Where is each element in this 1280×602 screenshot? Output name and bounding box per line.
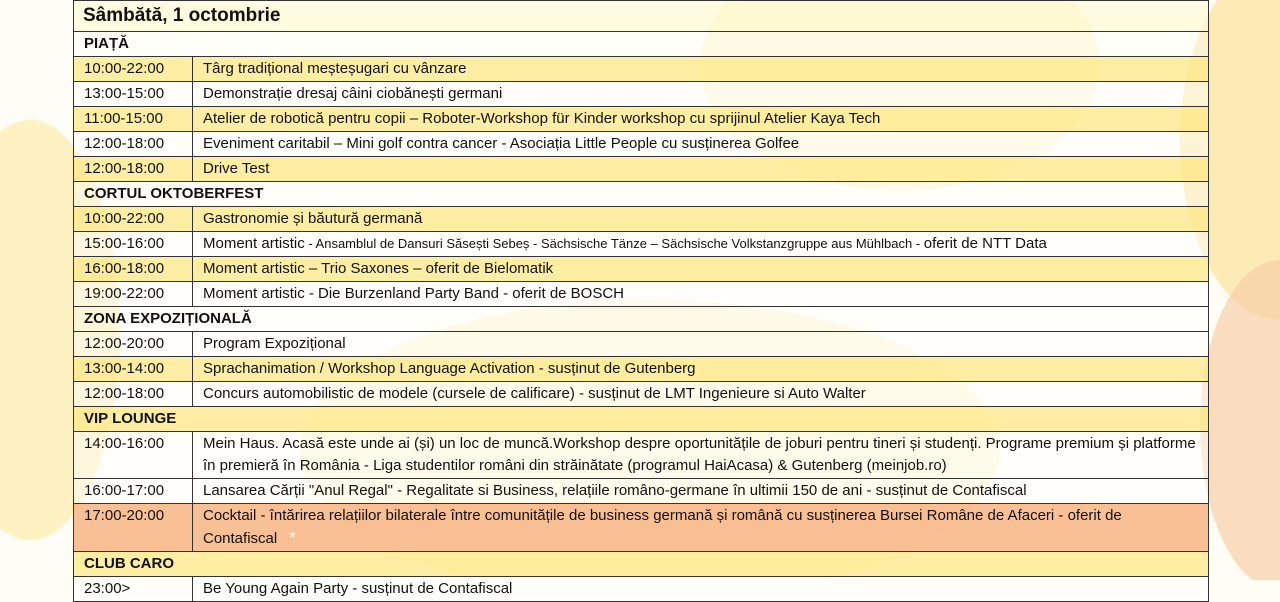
schedule-row [74, 382, 1209, 407]
section-header-zona [74, 307, 1209, 332]
event-description-sponsor: - oferit de BOSCH [498, 285, 625, 302]
event-time: 10:00-22:00 [74, 207, 193, 232]
event-time: 13:00-14:00 [74, 357, 193, 382]
day-title-row [74, 1, 1209, 32]
schedule-row-highlighted [74, 504, 1209, 552]
schedule-row [74, 232, 1209, 257]
schedule-row [74, 57, 1209, 82]
event-description: Atelier de robotică pentru copii – Roboter-Workshop für Kinder workshop cu sprijinul Atelier Kaya Tech [193, 107, 1209, 132]
event-description [193, 282, 1209, 307]
section-name: CORTUL OKTOBERFEST [74, 182, 1209, 207]
event-time: 10:00-22:00 [74, 57, 193, 82]
schedule-row [74, 207, 1209, 232]
event-time: 12:00-18:00 [74, 382, 193, 407]
schedule-row [74, 107, 1209, 132]
event-description: Moment artistic – Trio Saxones – oferit de Bielomatik [193, 257, 1209, 282]
event-description: Demonstrație dresaj câini ciobănești germani [193, 82, 1209, 107]
event-time: 14:00-16:00 [74, 432, 193, 479]
event-time: 16:00-18:00 [74, 257, 193, 282]
schedule-table [73, 0, 1209, 602]
event-description-sponsor: oferit de NTT Data [923, 235, 1047, 252]
event-description: Sprachanimation / Workshop Language Activation - susținut de Gutenberg [193, 357, 1209, 382]
schedule-row [74, 357, 1209, 382]
section-header-piata [74, 32, 1209, 57]
event-time: 17:00-20:00 [74, 504, 193, 552]
background-leaf-bottom-right [1200, 260, 1280, 580]
schedule-row [74, 282, 1209, 307]
section-header-club [74, 552, 1209, 577]
event-description [193, 232, 1209, 257]
event-description: Târg tradițional meșteșugari cu vânzare [193, 57, 1209, 82]
day-title: Sâmbătă, 1 octombrie [74, 1, 1209, 32]
event-time: 12:00-18:00 [74, 132, 193, 157]
schedule-row [74, 157, 1209, 182]
event-description: Lansarea Cărții "Anul Regal" - Regalitate si Business, relațiile româno-germane în ultimii 150 de ani - susținut de Contafiscal [193, 479, 1209, 504]
event-description-lead: Moment artistic - Die Burzenland Party Band [203, 285, 499, 302]
event-time: 23:00> [74, 577, 193, 602]
section-header-vip [74, 407, 1209, 432]
schedule-row [74, 257, 1209, 282]
event-description: Drive Test [193, 157, 1209, 182]
event-time: 19:00-22:00 [74, 282, 193, 307]
event-time: 15:00-16:00 [74, 232, 193, 257]
event-description-detail: - Ansamblul de Dansuri Săsești Sebeș - Sächsische Tänze – Sächsische Volkstanzgruppe aus Mühlbach - [304, 236, 924, 251]
section-name: VIP LOUNGE [74, 407, 1209, 432]
event-description: Eveniment caritabil – Mini golf contra cancer - Asociația Little People cu susținerea Golfee [193, 132, 1209, 157]
section-name: PIAȚĂ [74, 32, 1209, 57]
event-time: 12:00-20:00 [74, 332, 193, 357]
schedule-row [74, 432, 1209, 479]
section-header-cortul [74, 182, 1209, 207]
schedule-row [74, 479, 1209, 504]
event-description: Gastronomie și băutură germană [193, 207, 1209, 232]
event-description-text: Cocktail - întărirea relațiilor bilaterale între comunitățile de business germană și română cu susținerea Bursei Române de Afaceri - oferit de Contafiscal [203, 507, 1122, 547]
event-description: Concurs automobilistic de modele (cursele de calificare) - susținut de LMT Ingenieure si Auto Walter [193, 382, 1209, 407]
star-mark: * [289, 528, 296, 547]
section-name: ZONA EXPOZIȚIONALĂ [74, 307, 1209, 332]
event-time: 12:00-18:00 [74, 157, 193, 182]
event-time: 13:00-15:00 [74, 82, 193, 107]
event-time: 16:00-17:00 [74, 479, 193, 504]
event-description: Program Expozițional [193, 332, 1209, 357]
schedule-row [74, 132, 1209, 157]
schedule-row [74, 577, 1209, 602]
event-description [193, 504, 1209, 552]
schedule-row [74, 82, 1209, 107]
event-time: 11:00-15:00 [74, 107, 193, 132]
schedule-row [74, 332, 1209, 357]
section-name: CLUB CARO [74, 552, 1209, 577]
event-description: Be Young Again Party - susținut de Contafiscal [193, 577, 1209, 602]
event-description-lead: Moment artistic [203, 235, 305, 252]
event-description: Mein Haus. Acasă este unde ai (și) un loc de muncă.Workshop despre oportunitățile de joburi pentru tineri și studenți. Programe premium și platforme în premieră în România - Liga studentilor români din străinătate (programul HaiAcasa) & Gutenberg (meinjob.ro) [193, 432, 1209, 479]
